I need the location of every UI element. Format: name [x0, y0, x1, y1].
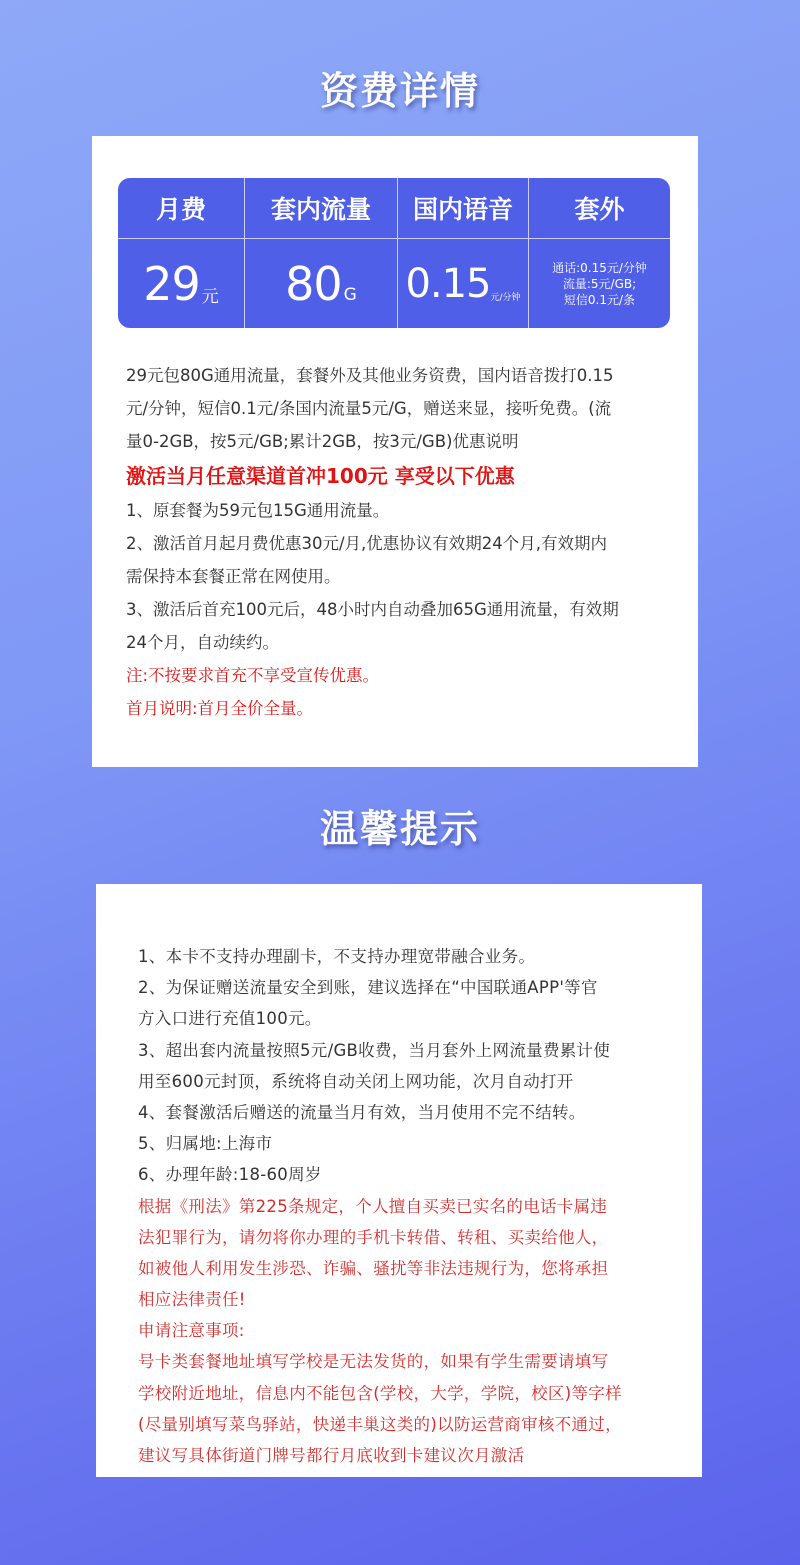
- fee-details-panel: [92, 136, 698, 767]
- tip-line: 用至600元封顶，系统将自动关闭上网功能，次月自动打开: [138, 1071, 574, 1091]
- warning-line: 建议写具体街道门牌号都行月底收到卡建议次月激活: [138, 1446, 525, 1465]
- warning-line: 法犯罪行为，请勿将你办理的手机卡转借、转租、买卖给他人，: [138, 1227, 609, 1247]
- header-domestic-voice: 国内语音: [412, 195, 513, 224]
- overage-sms-rate: 短信0.1元/条: [563, 292, 636, 307]
- header-overage: 套外: [574, 195, 625, 224]
- tip-line: 方入口进行充值100元。: [138, 1009, 322, 1029]
- monthly-fee-value: 29: [143, 256, 200, 311]
- intro-line: 元/分钟，短信0.1元/条国内流量5元/G，赠送来显，接听免费。(流: [126, 399, 612, 418]
- monthly-fee-cell: [118, 239, 244, 328]
- intro-line: 量0-2GB，按5元/GB;累计2GB，按3元/GB)优惠说明: [126, 432, 519, 451]
- intro-line: 29元包80G通用流量，套餐外及其他业务资费，国内语音拨打0.15: [126, 366, 614, 385]
- warning-line: 如被他人利用发生涉恐、诈骗、骚扰等非法违规行为，您将承担: [138, 1258, 609, 1278]
- header-included-data: 套内流量: [270, 195, 371, 224]
- voice-unit: 元/分钟: [490, 293, 521, 303]
- note-line: 首月说明:首月全价全量。: [126, 699, 314, 718]
- fee-table: [118, 178, 670, 328]
- fee-description: [126, 359, 666, 725]
- note-line: 注:不按要求首充不享受宣传优惠。: [126, 666, 380, 685]
- warning-line: 根据《刑法》第225条规定，个人擅自买卖已实名的电话卡属违: [138, 1196, 608, 1216]
- warning-line: 申请注意事项:: [138, 1321, 245, 1341]
- tip-line: 4、套餐激活后赠送的流量当月有效，当月使用不完不结转。: [138, 1102, 586, 1122]
- voice-value: 0.15: [405, 260, 491, 307]
- warning-line: (尽量别填写菜鸟驿站，快递丰巢这类的)以防运营商审核不通过，: [138, 1414, 622, 1434]
- tip-line: 2、为保证赠送流量安全到账，建议选择在“中国联通APP'等官: [138, 978, 598, 998]
- overage-cell: [529, 239, 670, 328]
- benefit-line: 1、原套餐为59元包15G通用流量。: [126, 501, 390, 520]
- promo-headline: 激活当月任意渠道首冲100元 享受以下优惠: [126, 464, 515, 488]
- benefit-line: 24个月，自动续约。: [126, 633, 279, 652]
- tip-line: 5、归属地:上海市: [138, 1134, 273, 1154]
- data-value: 80: [285, 256, 342, 311]
- warning-line: 学校附近地址，信息内不能包含(学校，大学，学院，校区)等字样: [138, 1383, 622, 1403]
- overage-call-rate: 通话:0.15元/分钟: [552, 260, 647, 275]
- data-unit: G: [343, 284, 357, 305]
- section-title-tips: 温馨提示: [319, 807, 480, 851]
- tips-text: [138, 941, 678, 1471]
- section-title-fee-details: 资费详情: [319, 69, 480, 113]
- benefit-line: 2、激活首月起月费优惠30元/月,优惠协议有效期24个月,有效期内: [126, 534, 608, 553]
- voice-cell: [398, 239, 528, 328]
- tip-line: 6、办理年龄:18-60周岁: [138, 1165, 322, 1185]
- tip-line: 3、超出套内流量按照5元/GB收费，当月套外上网流量费累计使: [138, 1040, 611, 1060]
- benefit-line: 需保持本套餐正常在网使用。: [126, 567, 341, 586]
- warning-line: 号卡类套餐地址填写学校是无法发货的，如果有学生需要请填写: [138, 1352, 609, 1372]
- header-monthly-fee: 月费: [155, 195, 206, 224]
- tips-panel: [96, 884, 702, 1477]
- overage-rates: [552, 260, 647, 308]
- monthly-fee-unit: 元: [201, 287, 219, 307]
- tip-line: 1、本卡不支持办理副卡，不支持办理宽带融合业务。: [138, 947, 536, 966]
- overage-data-rate: 流量:5元/GB;: [562, 276, 637, 291]
- benefit-line: 3、激活后首充100元后，48小时内自动叠加65G通用流量，有效期: [126, 600, 619, 619]
- data-cell: [245, 239, 397, 328]
- warning-line: 相应法律责任!: [138, 1290, 246, 1310]
